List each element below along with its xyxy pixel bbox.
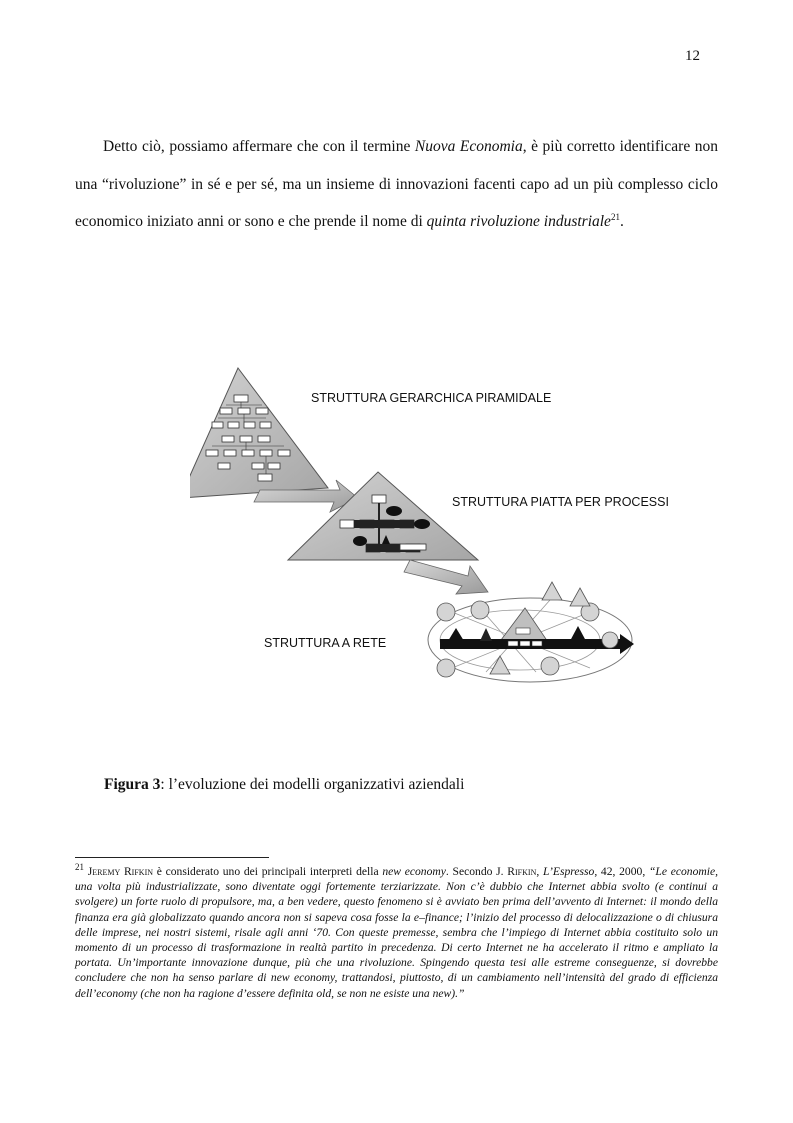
page-number: 12: [685, 48, 700, 64]
label-flat-processes: STRUTTURA PIATTA PER PROCESSI: [452, 495, 669, 509]
footnote-number: 21: [75, 862, 84, 873]
figure-caption: [104, 776, 464, 794]
term-nuova-economia: Nuova Economia: [414, 138, 523, 155]
arrow-2: [404, 560, 488, 594]
label-network: STRUTTURA A RETE: [264, 636, 387, 650]
footnote-divider: [75, 857, 269, 858]
caption-label: Figura 3: [104, 776, 161, 793]
footnote-quote: “Le economie, una volta più industrializzate, sono diventate oggi fortemente terziarizzate. Non c’è dubbio che Internet abbia svolto (e continui a svolgere) un forte ruolo di propulsore, ma, a ben vedere, questo fenomeno si è avviato ben prima dell’avvento di Internet: il mondo della finanza era già globalizzato quando ancora non si sapeva cosa fosse la e–finance; l’inizio del processo di delocalizzazione o di chiusura delle imprese, nei nostri sistemi, risale agli anni ‘70. Con queste premesse, sembra che l’impiego di Internet abbia costituito solo un momento di un processo di trasformazione in realtà partito in precedenza. Di certo Internet ne ha accelerato il ritmo e ampliato la portata. Un’importante innovazione dunque, più che una rivoluzione. Spingendo questa tesi alle estreme conseguenze, si dovrebbe concludere che non ha senso parlare di new economy, trattandosi, piuttosto, di un cambiamento nell’intensità del grado di efficienza dell’economy (che non ha ragione d’essere definita old, se non ne esiste una new).”: [75, 865, 719, 1000]
caption-text: : l’evoluzione dei modelli organizzativi aziendali: [160, 776, 465, 793]
pyramid-hierarchical: [190, 368, 328, 498]
term-quinta-rivoluzione: quinta rivoluzione industriale: [426, 213, 611, 230]
network-structure: [428, 582, 634, 682]
footnote-reference[interactable]: 21: [610, 211, 620, 222]
figure-org-evolution: [190, 360, 700, 690]
label-pyramidal: STRUTTURA GERARCHICA PIRAMIDALE: [311, 391, 552, 405]
footnote-21: $^{21}$ Jeremy Rifkin è considerato uno dei principali interpreti della new economy. Secondo J. Rifkin, L’Espresso, 42, 2000, “Le economie, una volta più industrializzate, sono diventate oggi fortemente terziarizzate. Non c’è dubbio che Internet abbia svolto (e continui a svolgere) un forte ruolo di propulsore, ma, a ben vedere, questo fenomeno si è avviato ben prima dell’avvento di Internet: il mondo della finanza era già globalizzato quando ancora non si sapeva cosa fosse la e–finance; l’inizio del processo di delocalizzazione o di chiusura delle imprese, nei nostri sistemi, risale agli anni ‘70. Con queste premesse, sembra che l’impiego di Internet abbia costituito solo un momento di un processo di trasformazione in realtà partito in precedenza. Di certo Internet ne ha accelerato il ritmo e ampliato la portata. Un’importante innovazione dunque, più che una rivoluzione. Spingendo questa tesi alle estreme conseguenze, si dovrebbe concludere che non ha senso parlare di new economy, trattandosi, piuttosto, di un cambiamento nell’intensità del grado di efficienza dell’economy (che non ha ragione d’essere definita old, se non ne esiste una new).”: [75, 862, 719, 1000]
body-paragraph: Detto ciò, possiamo affermare che con il termine Nuova Economia, è più corretto identificare non una “rivoluzione” in sé e per sé, ma un insieme di innovazioni facenti capo ad un più complesso ciclo economico iniziato anni or sono e che prende il nome di quinta rivoluzione industriale$^{21}$.: [75, 138, 718, 230]
